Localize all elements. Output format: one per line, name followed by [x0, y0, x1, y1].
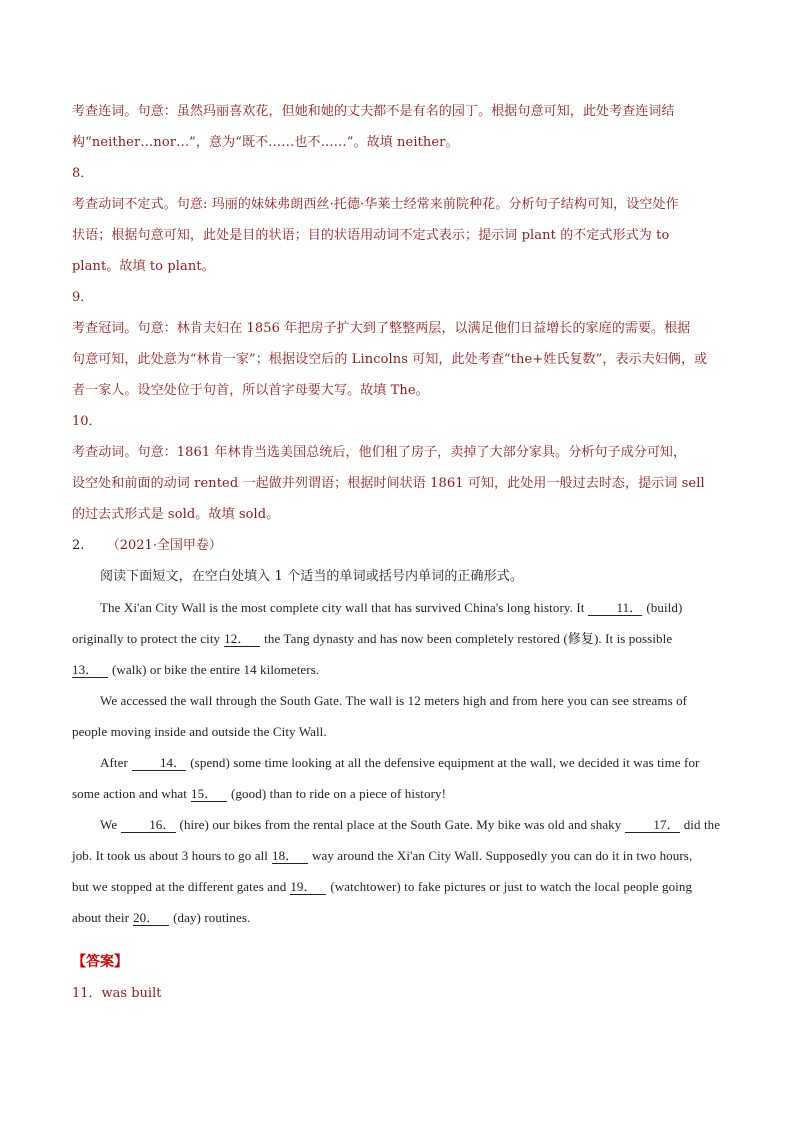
- passage-text: (spend) some time looking at all the defensive equipment at the wall, we decided it was time for: [190, 755, 700, 770]
- question-instruction: 阅读下面短文，在空白处填入 1 个适当的单词或括号内单词的正确形式。: [100, 569, 523, 584]
- blank-16[interactable]: 16．: [121, 818, 175, 833]
- explanation-10-line-2: 设空处和前面的动词 rented 一起做并列谓语；根据时间状语 1861 可知，此处用一般过去时态，提示词 sell: [72, 476, 705, 491]
- explanation-number-9: 9．: [72, 290, 94, 305]
- blank-19[interactable]: 19．: [290, 880, 326, 895]
- explanation-10-line-3: 的过去式形式是 sold。故填 sold。: [72, 507, 280, 522]
- blank-15[interactable]: 15．: [191, 787, 227, 802]
- passage-paragraph-1-line-3: [72, 654, 722, 685]
- passage-text: (watchtower) to fake pictures or just to watch the local people going: [330, 879, 693, 894]
- passage-text: (hire) our bikes from the rental place at the South Gate. My bike was old and shaky: [179, 817, 622, 832]
- explanation-number-8: 8．: [72, 166, 94, 181]
- passage-paragraph-3: [72, 747, 722, 778]
- blank-18[interactable]: 18．: [272, 849, 308, 864]
- passage-paragraph-4-line-4: [72, 902, 722, 933]
- explanation-9-line-2: 句意可知，此处意为“林肯一家”；根据设空后的 Lincolns 可知，此处考查“the+姓氏复数”，表示夫妇俩，或: [72, 352, 708, 367]
- explanation-9-line-3: 者一家人。设空处位于句首，所以首字母要大写。故填 The。: [72, 383, 429, 398]
- explanation-7-line-2: 构“neither…nor…”，意为“既不……也不……”。故填 neither。: [72, 135, 459, 150]
- blank-20[interactable]: 20．: [133, 911, 169, 926]
- blank-14[interactable]: 14．: [132, 756, 186, 771]
- explanation-8-line-1: 考查动词不定式。句意: 玛丽的妹妹弗朗西丝·托德·华莱士经常来前院种花。分析句子结构可知，设空处作: [72, 197, 679, 212]
- passage-text: (walk) or bike the entire 14 kilometers.: [112, 662, 320, 677]
- question-header: [72, 530, 722, 561]
- passage-paragraph-4: [72, 809, 722, 840]
- explanation-8-line-2: 状语；根据句意可知，此处是目的状语；目的状语用动词不定式表示；提示词 plant 的不定式形式为 to: [72, 228, 670, 243]
- passage-text: about their: [72, 910, 130, 925]
- question-source: （2021·全国甲卷）: [106, 538, 222, 553]
- passage-paragraph-4-line-2: [72, 840, 722, 871]
- answer-item-11: 11．was built: [72, 986, 162, 1001]
- document-page: [72, 96, 722, 1009]
- explanation-9-line-1: 考查冠词。句意：林肯夫妇在 1856 年把房子扩大到了整整两层，以满足他们日益增长的家庭的需要。根据: [72, 321, 691, 336]
- blank-12[interactable]: 12．: [224, 632, 260, 647]
- passage-text: job. It took us about 3 hours to go all: [72, 848, 268, 863]
- passage-text: originally to protect the city: [72, 631, 221, 646]
- passage-text: The Xi'an City Wall is the most complete city wall that has survived China's long history. It: [100, 600, 585, 615]
- explanation-number-10: 10．: [72, 414, 102, 429]
- passage-text: (build): [646, 600, 683, 615]
- passage-text: the Tang dynasty and has now been completely restored (修复). It is possible: [264, 631, 673, 646]
- passage-text: (good) than to ride on a piece of history!: [231, 786, 447, 801]
- explanation-8-line-3: plant。故填 to plant。: [72, 259, 215, 274]
- passage-text: some action and what: [72, 786, 187, 801]
- passage-text: but we stopped at the different gates and: [72, 879, 287, 894]
- explanation-7-line-1: 考查连词。句意：虽然玛丽喜欢花，但她和她的丈夫都不是有名的园丁。根据句意可知，此处考查连词结: [72, 104, 675, 119]
- passage-text: After: [100, 755, 128, 770]
- passage-paragraph-2: We accessed the wall through the South Gate. The wall is 12 meters high and from here you can see streams of: [100, 693, 688, 708]
- blank-13[interactable]: 13．: [72, 663, 108, 678]
- passage-paragraph-1-line-2: [72, 623, 722, 654]
- question-number: 2.: [72, 538, 85, 553]
- passage-paragraph-3-line-2: [72, 778, 722, 809]
- passage-paragraph-2-line-2: people moving inside and outside the City Wall.: [72, 724, 327, 739]
- passage-text: did the: [683, 817, 721, 832]
- passage-text: (day) routines.: [173, 910, 251, 925]
- answer-label: 【答案】: [72, 954, 128, 970]
- passage-paragraph-1: [72, 592, 722, 623]
- blank-17[interactable]: 17．: [625, 818, 679, 833]
- blank-11[interactable]: 11．: [588, 601, 642, 616]
- passage-text: We: [100, 817, 118, 832]
- passage-paragraph-4-line-3: [72, 871, 722, 902]
- passage-text: way around the Xi'an City Wall. Supposedly you can do it in two hours,: [312, 848, 693, 863]
- explanation-10-line-1: 考查动词。句意：1861 年林肯当选美国总统后，他们租了房子，卖掉了大部分家具。分析句子成分可知，: [72, 445, 687, 460]
